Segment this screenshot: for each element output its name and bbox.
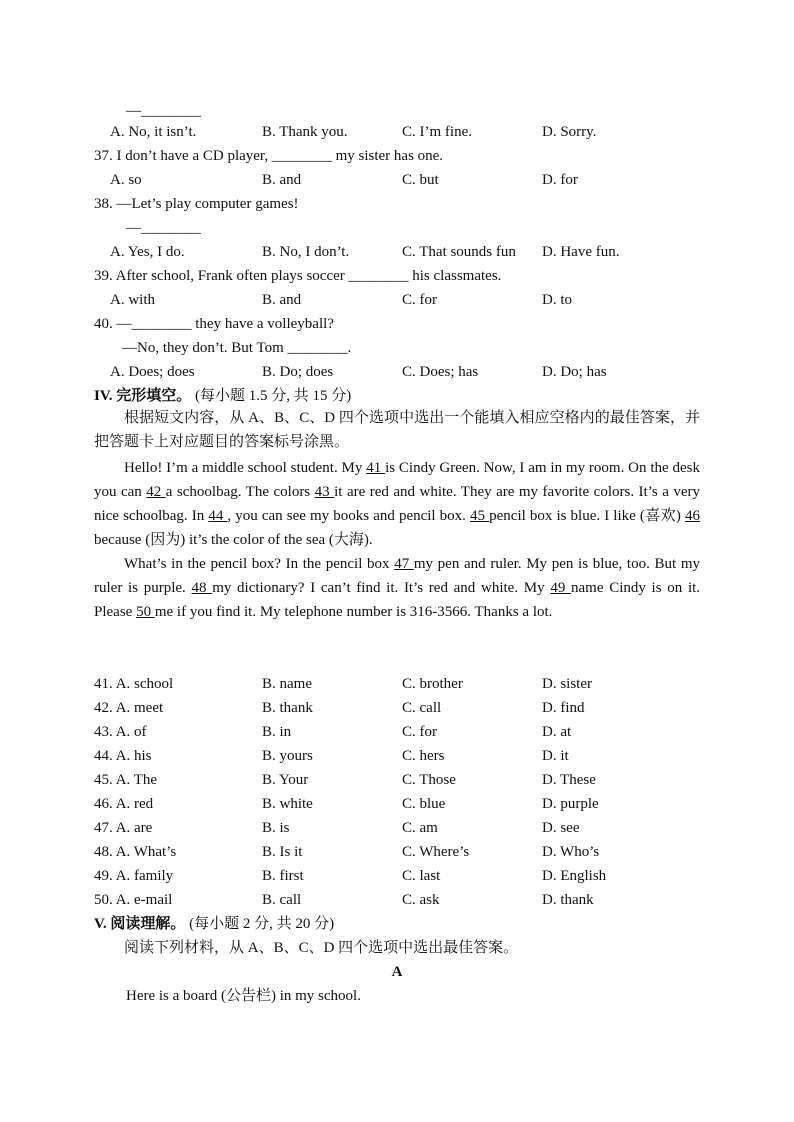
cloze-blank-45: 45 — [470, 508, 490, 524]
cloze-text: pencil box is blue. I like (喜欢) — [489, 508, 685, 524]
q40-reply: —No, they don’t. But Tom ________. — [122, 340, 352, 356]
section4-instruction-block — [94, 406, 700, 454]
option-b: B. thank — [262, 700, 313, 716]
q37-option-a: A. so — [110, 172, 142, 188]
cloze-text: name Cindy is on it. Please — [94, 580, 701, 620]
passage-label: A — [391, 964, 403, 980]
q38-option-b: B. No, I don’t. — [262, 244, 350, 260]
option-a: 42. A. meet — [94, 700, 164, 716]
q38-option-c: C. That sounds fun — [402, 244, 516, 260]
option-d: D. see — [542, 820, 580, 836]
option-a: 46. A. red — [94, 796, 154, 812]
option-a: 41. A. school — [94, 676, 174, 692]
option-b: B. Is it — [262, 844, 303, 860]
q38-option-d: D. Have fun. — [542, 244, 620, 260]
section4-score: (每小题 1.5 分, 共 15 分) — [195, 388, 352, 404]
q39-option-d: D. to — [542, 292, 572, 308]
option-c: C. hers — [402, 748, 445, 764]
cloze-text: a schoolbag. The colors — [165, 484, 315, 500]
section4-instruction: 根据短文内容，从 A、B、C、D 四个选项中选出一个能填入相应空格内的最佳答案，并把答题卡上对应题目的答案标号涂黑。 — [94, 410, 700, 450]
q38-reply: —________ — [126, 220, 201, 236]
section5-header — [94, 914, 334, 934]
option-d: D. purple — [542, 796, 599, 812]
option-d: D. English — [542, 868, 607, 884]
cloze-text: is Cindy Green. Now, I am in my room. On the desk you can — [94, 460, 701, 500]
option-b: B. call — [262, 892, 302, 908]
option-d: D. find — [542, 700, 585, 716]
option-a: 49. A. family — [94, 868, 174, 884]
cloze-paragraph-2 — [94, 552, 700, 624]
option-a: 43. A. of — [94, 724, 147, 740]
option-c: C. brother — [402, 676, 463, 692]
option-a: 45. A. The — [94, 772, 158, 788]
option-a: 44. A. his — [94, 748, 152, 764]
cloze-blank-48: 48 — [191, 580, 213, 596]
option-c: C. am — [402, 820, 438, 836]
option-c: C. Where’s — [402, 844, 470, 860]
option-d: D. sister — [542, 676, 592, 692]
cloze-passage — [94, 456, 700, 624]
q37-stem: 37. I don’t have a CD player, ________ my sister has one. — [94, 148, 444, 164]
option-a: 48. A. What’s — [94, 844, 177, 860]
option-a: 50. A. e-mail — [94, 892, 173, 908]
q40-option-d: D. Do; has — [542, 364, 607, 380]
q37-option-c: C. but — [402, 172, 439, 188]
cloze-blank-43: 43 — [314, 484, 335, 500]
option-c: C. ask — [402, 892, 440, 908]
option-c: C. call — [402, 700, 442, 716]
cloze-paragraph-1 — [94, 456, 700, 552]
option-c: C. last — [402, 868, 441, 884]
section5-heading: V. 阅读理解。 — [94, 916, 186, 932]
q40-option-a: A. Does; does — [110, 364, 195, 380]
option-a: 47. A. are — [94, 820, 153, 836]
option-c: C. for — [402, 724, 437, 740]
q36-option-d: D. Sorry. — [542, 124, 597, 140]
cloze-text: Hello! I’m a middle school student. My — [124, 460, 367, 476]
q37-option-b: B. and — [262, 172, 302, 188]
q36-option-c: C. I’m fine. — [402, 124, 472, 140]
cloze-text: it are red and white. They are my favorite colors. It’s a very nice schoolbag. In — [94, 484, 700, 524]
option-b: B. Your — [262, 772, 309, 788]
q40-option-b: B. Do; does — [262, 364, 334, 380]
option-d: D. it — [542, 748, 569, 764]
q38-option-a: A. Yes, I do. — [110, 244, 185, 260]
option-c: C. blue — [402, 796, 446, 812]
option-d: D. thank — [542, 892, 594, 908]
cloze-blank-42: 42 — [146, 484, 166, 500]
q39-option-a: A. with — [110, 292, 155, 308]
cloze-text: , you can see my books and pencil box. — [227, 508, 471, 524]
q40-stem: 40. —________ they have a volleyball? — [94, 316, 334, 332]
option-b: B. yours — [262, 748, 313, 764]
section5-instruction: 阅读下列材料，从 A、B、C、D 四个选项中选出最佳答案。 — [124, 940, 519, 956]
q36-reply: —________ — [126, 103, 201, 119]
cloze-text: me if you find it. My telephone number is 316-3566. Thanks a lot. — [154, 604, 553, 620]
q38-stem: 38. —Let’s play computer games! — [94, 196, 299, 212]
cloze-blank-47: 47 — [394, 556, 414, 572]
option-d: D. These — [542, 772, 596, 788]
cloze-blank-50: 50 — [136, 604, 155, 620]
option-d: D. Who’s — [542, 844, 600, 860]
cloze-blank-41: 41 — [366, 460, 386, 476]
q36-option-a: A. No, it isn’t. — [110, 124, 197, 140]
q39-option-c: C. for — [402, 292, 437, 308]
q39-option-b: B. and — [262, 292, 302, 308]
option-b: B. white — [262, 796, 313, 812]
section5-score: (每小题 2 分, 共 20 分) — [189, 916, 335, 932]
section4-heading: IV. 完形填空。 — [94, 388, 192, 404]
q37-option-d: D. for — [542, 172, 578, 188]
passage-intro: Here is a board (公告栏) in my school. — [126, 988, 361, 1004]
cloze-text: What’s in the pencil box? In the pencil box — [124, 556, 395, 572]
option-d: D. at — [542, 724, 572, 740]
q40-option-c: C. Does; has — [402, 364, 479, 380]
q39-stem: 39. After school, Frank often plays soccer ________ his classmates. — [94, 268, 502, 284]
option-b: B. name — [262, 676, 312, 692]
cloze-text: my pen and ruler. My pen is blue, too. But my ruler is purple. — [94, 556, 700, 596]
section4-header — [94, 386, 351, 406]
cloze-blank-46: 46 — [685, 508, 700, 524]
option-b: B. first — [262, 868, 304, 884]
cloze-text: because (因为) it’s the color of the sea (大海). — [94, 532, 373, 548]
option-b: B. is — [262, 820, 290, 836]
q36-option-b: B. Thank you. — [262, 124, 348, 140]
option-c: C. Those — [402, 772, 456, 788]
cloze-blank-49: 49 — [550, 580, 572, 596]
cloze-text: my dictionary? I can’t find it. It’s red and white. My — [212, 580, 551, 596]
option-b: B. in — [262, 724, 292, 740]
cloze-blank-44: 44 — [208, 508, 228, 524]
